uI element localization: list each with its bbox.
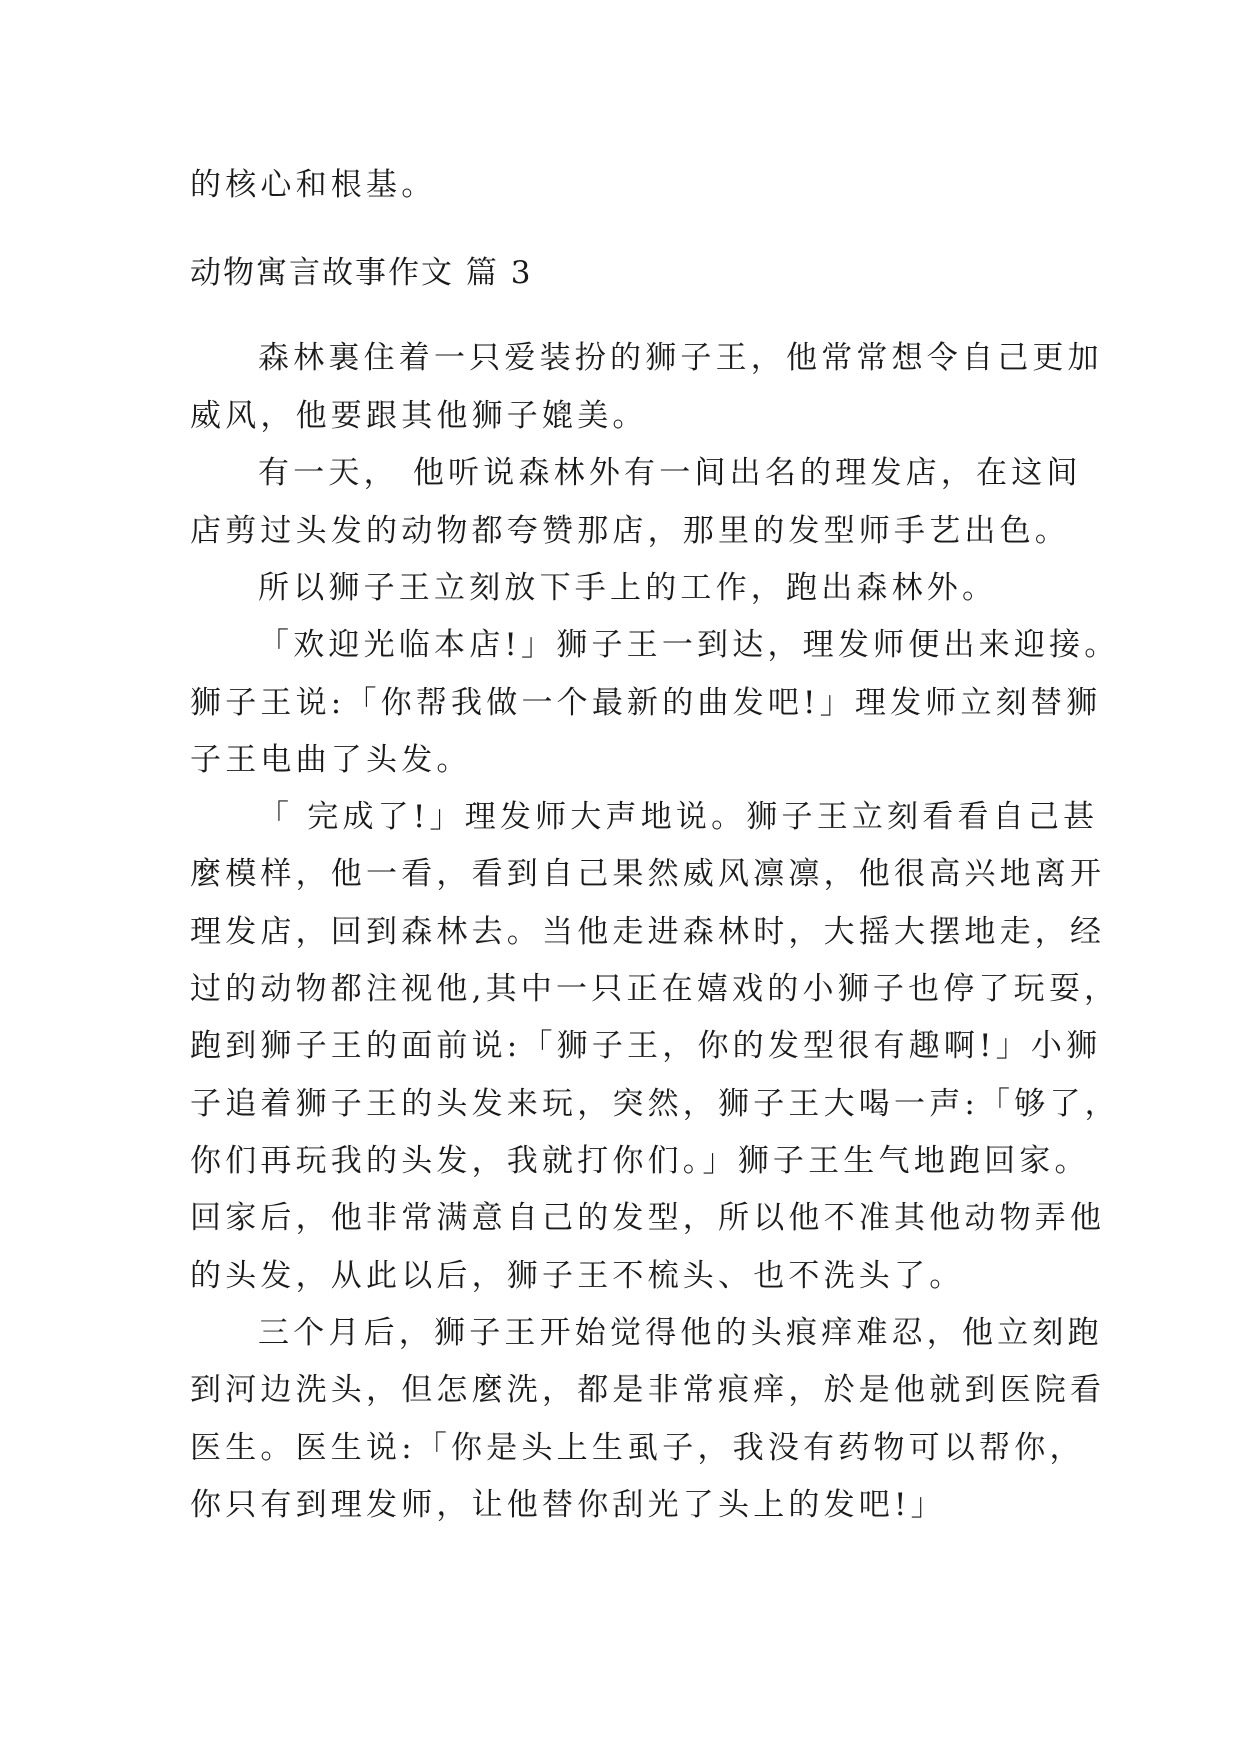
paragraph-line: 所以狮子王立刻放下手上的工作，跑出森林外。 (258, 570, 998, 606)
paragraph-line: 「欢迎光临本店!」狮子王一到达，理发师便出来迎接。 (258, 627, 1120, 663)
paragraph-line: 理发店，回到森林去。当他走进森林时，大摇大摆地走，经 (190, 914, 1106, 950)
paragraph-line: 森林裏住着一只爱装扮的狮子王，他常常想令自己更加 (258, 340, 1103, 376)
paragraph-line: 过的动物都注视他,其中一只正在嬉戏的小狮子也停了玩耍， (190, 971, 1120, 1007)
paragraph-line: 有一天， 他听说森林外有一间出名的理发店，在这间 (258, 455, 1082, 491)
paragraph-line: 医生。医生说:「你是头上生虱子，我没有药物可以帮你， (190, 1430, 1085, 1466)
paragraph-line: 店剪过头发的动物都夸赞那店，那里的发型师手艺出色。 (190, 513, 1070, 549)
paragraph-line: 的头发，从此以后，狮子王不梳头、也不洗头了。 (190, 1258, 965, 1294)
text-line: 的核心和根基。 (190, 167, 437, 203)
paragraph-line: 回家后，他非常满意自己的发型，所以他不准其他动物弄他 (190, 1200, 1106, 1236)
paragraph-line: 麼模样，他一看，看到自己果然威风凛凛，他很高兴地离开 (190, 856, 1106, 892)
paragraph-line: 「 完成了!」理发师大声地说。狮子王立刻看看自己甚 (258, 799, 1099, 835)
paragraph-line: 你只有到理发师，让他替你刮光了头上的发吧!」 (190, 1487, 946, 1523)
paragraph-line: 到河边洗头，但怎麼洗，都是非常痕痒，於是他就到医院看 (190, 1372, 1106, 1408)
section-heading: 动物寓言故事作文 篇 3 (190, 255, 533, 291)
paragraph-line: 狮子王说:「你帮我做一个最新的曲发吧!」理发师立刻替狮 (190, 685, 1102, 721)
paragraph-line: 威风，他要跟其他狮子媲美。 (190, 398, 648, 434)
paragraph-line: 子追着狮子王的头发来玩，突然，狮子王大喝一声:「够了， (190, 1086, 1120, 1122)
paragraph-line: 你们再玩我的头发，我就打你们。」狮子王生气地跑回家。 (190, 1143, 1090, 1179)
paragraph-line: 跑到狮子王的面前说:「狮子王，你的发型很有趣啊!」小狮 (190, 1028, 1102, 1064)
paragraph-line: 三个月后，狮子王开始觉得他的头痕痒难忍，他立刻跑 (258, 1315, 1103, 1351)
paragraph-line: 子王电曲了头发。 (190, 742, 472, 778)
